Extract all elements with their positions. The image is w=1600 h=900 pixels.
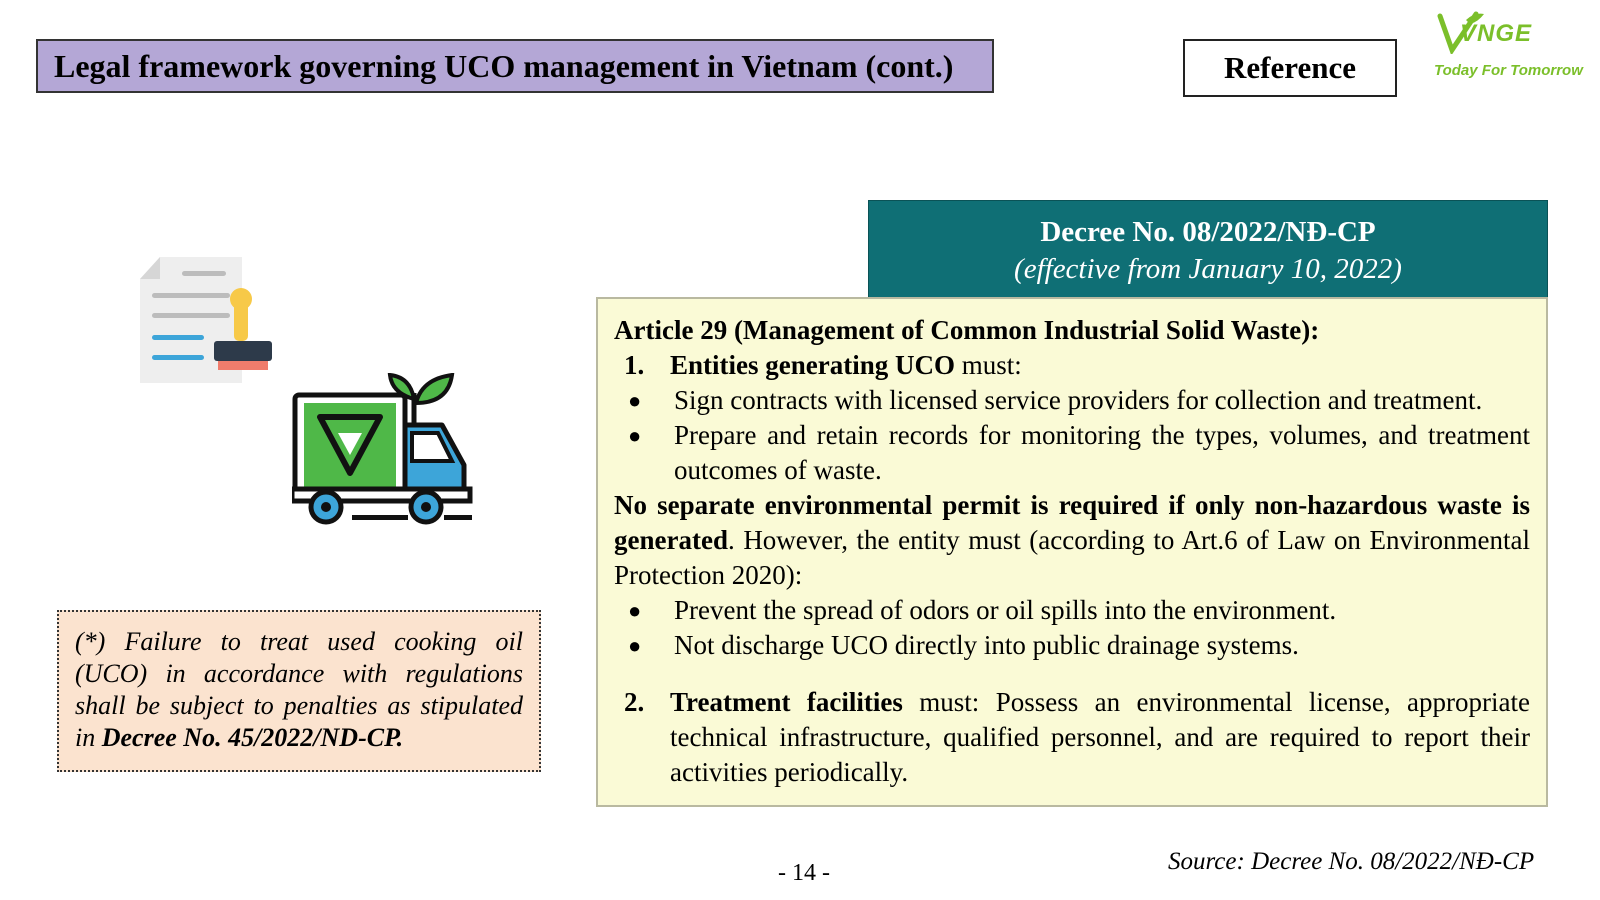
bullet-text: Prevent the spread of odors or oil spills into the environment. xyxy=(674,595,1337,625)
item-bold-text: Treatment facilities xyxy=(670,687,903,717)
slide-title: Legal framework governing UCO management in Vietnam (cont.) xyxy=(54,47,954,84)
note-bold-text: Decree No. 45/2022/ND-CP. xyxy=(101,723,404,752)
bullet-item xyxy=(614,593,1530,628)
page-number: - 14 - xyxy=(778,860,830,886)
article-heading: Article 29 (Management of Common Industrial Solid Waste): xyxy=(614,315,1320,345)
vnge-logo xyxy=(1430,6,1596,90)
permit-bold-text: No separate environmental permit is required if only non-hazardous waste is generated xyxy=(614,490,1530,555)
document-stamp-icon xyxy=(138,255,278,387)
bullet-item xyxy=(614,418,1530,488)
item-text: must: xyxy=(954,350,1022,380)
permit-text: . However, the entity must (according to Art.6 of Law on Environmental Protection 2020): xyxy=(614,525,1530,590)
item-text: must: Possess an environmental license, appropriate technical infrastructure, qualified personnel, and are required to report their activities periodically. xyxy=(670,687,1530,787)
slide-title-box xyxy=(36,39,994,93)
permit-paragraph xyxy=(614,488,1530,593)
bullet-icon: ● xyxy=(628,633,642,658)
item-number: 2. xyxy=(624,687,645,717)
list-item-entities xyxy=(614,348,1530,383)
logo-tagline: Today For Tomorrow xyxy=(1434,62,1583,79)
note-text: (*) Failure to treat used cooking oil (UCO) in accordance with regulations shall be subject to penalties as stipulated in xyxy=(75,627,523,752)
bullet-item xyxy=(614,628,1530,663)
penalty-note-box xyxy=(57,610,541,772)
decree-effective-date: (effective from January 10, 2022) xyxy=(1014,253,1402,285)
decree-content-box xyxy=(596,297,1548,807)
bullet-text: Sign contracts with licensed service providers for collection and treatment. xyxy=(674,385,1483,415)
logo-wordmark: VNGE xyxy=(1460,20,1533,47)
decree-header xyxy=(868,200,1548,298)
decree-title: Decree No. 08/2022/NĐ-CP xyxy=(1040,216,1376,248)
bullet-text: Not discharge UCO directly into public drainage systems. xyxy=(674,630,1299,660)
bullet-icon: ● xyxy=(628,388,642,413)
bullet-text: Prepare and retain records for monitoring the types, volumes, and treatment outcomes of waste. xyxy=(674,420,1530,485)
bullet-icon: ● xyxy=(628,423,642,448)
list-item-facilities xyxy=(614,685,1530,790)
reference-label: Reference xyxy=(1224,50,1356,85)
source-citation: Source: Decree No. 08/2022/NĐ-CP xyxy=(1168,848,1535,875)
bullet-item xyxy=(614,383,1530,418)
item-bold-text: Entities generating UCO xyxy=(670,350,955,380)
item-number: 1. xyxy=(624,350,645,380)
bullet-icon: ● xyxy=(628,598,642,623)
reference-label-box xyxy=(1183,39,1397,97)
recycling-truck-icon xyxy=(292,373,478,533)
